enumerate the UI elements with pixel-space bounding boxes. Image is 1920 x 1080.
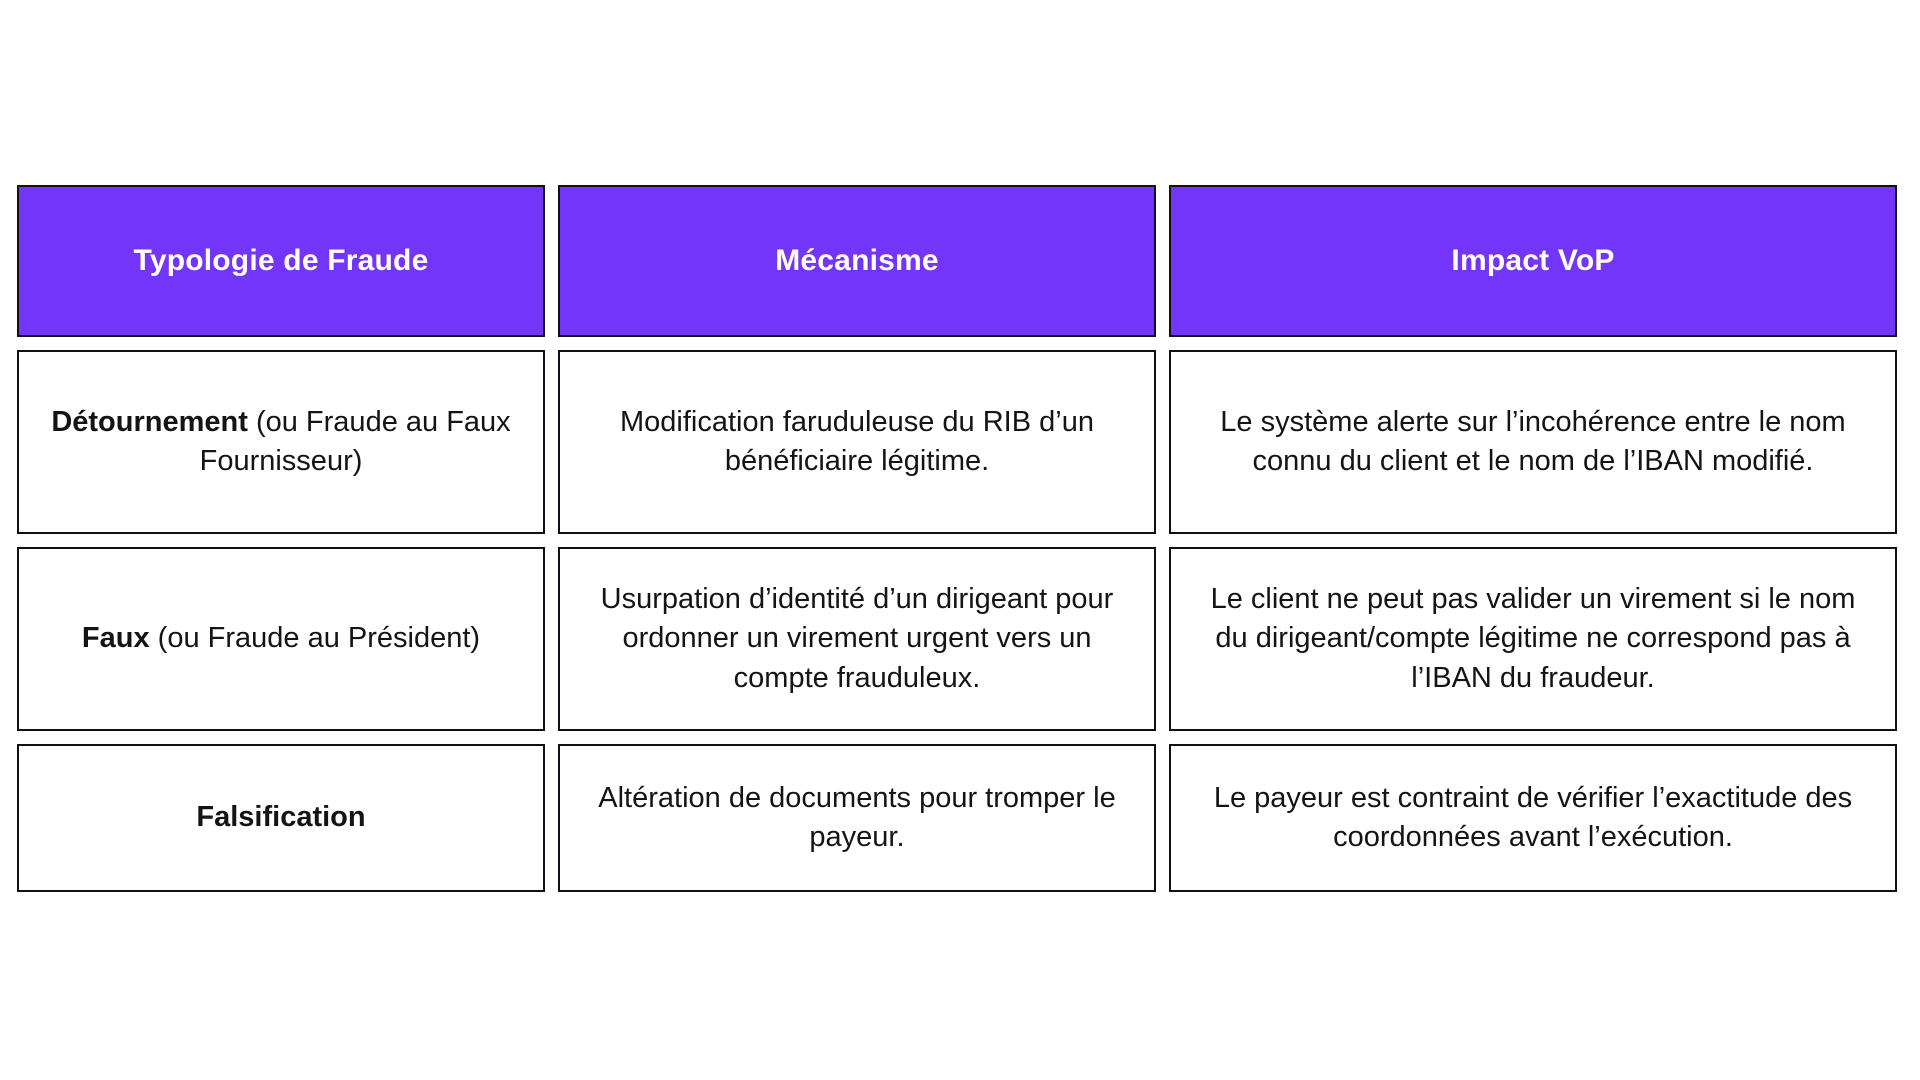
row1-cell-mecanisme: [558, 350, 1156, 534]
row3-typologie-text: [196, 798, 365, 837]
row1-mecanisme-text: Modification faruduleuse du RIB d’un bénéficiaire légitime.: [620, 405, 1094, 477]
header-label-mecanisme: Mécanisme: [775, 243, 939, 277]
header-cell-typologie: [17, 185, 545, 337]
row2-mecanisme-text: Usurpation d’identité d’un dirigeant pour ordonner un virement urgent vers un compte frauduleux.: [600, 583, 1114, 694]
row3-cell-mecanisme: [558, 744, 1156, 892]
row3-mecanisme-text: Altération de documents pour tromper le payeur.: [598, 781, 1116, 853]
row1-typologie-text: [45, 403, 517, 481]
header-cell-mecanisme: [558, 185, 1156, 337]
row1-cell-impact: [1169, 350, 1897, 534]
row1-cell-typologie: [17, 350, 545, 534]
header-cell-impact: [1169, 185, 1897, 337]
row1-impact-text: Le système alerte sur l’incohérence entre le nom connu du client et le nom de l’IBAN modifié.: [1220, 405, 1846, 477]
row1-typologie-detail: (ou Fraude au Faux Fournisseur): [199, 405, 511, 477]
row2-cell-impact: [1169, 547, 1897, 731]
header-label-typologie: Typologie de Fraude: [133, 243, 429, 277]
header-label-impact: Impact VoP: [1451, 243, 1615, 277]
row2-impact-text: Le client ne peut pas valider un virement si le nom du dirigeant/compte légitime ne correspond pas à l’IBAN du fraudeur.: [1210, 583, 1856, 694]
row2-typologie-text: [82, 619, 480, 658]
row2-cell-mecanisme: [558, 547, 1156, 731]
row2-typologie-detail: (ou Fraude au Président): [149, 622, 481, 655]
row3-cell-impact: [1169, 744, 1897, 892]
row3-typologie-term: Falsification: [196, 801, 366, 834]
row3-cell-typologie: [17, 744, 545, 892]
row2-typologie-term: Faux: [81, 622, 150, 655]
row1-typologie-term: Détournement: [51, 405, 248, 438]
fraud-typology-table: [17, 185, 1897, 892]
row3-impact-text: Le payeur est contraint de vérifier l’exactitude des coordonnées avant l’exécution.: [1213, 781, 1853, 853]
row2-cell-typologie: [17, 547, 545, 731]
